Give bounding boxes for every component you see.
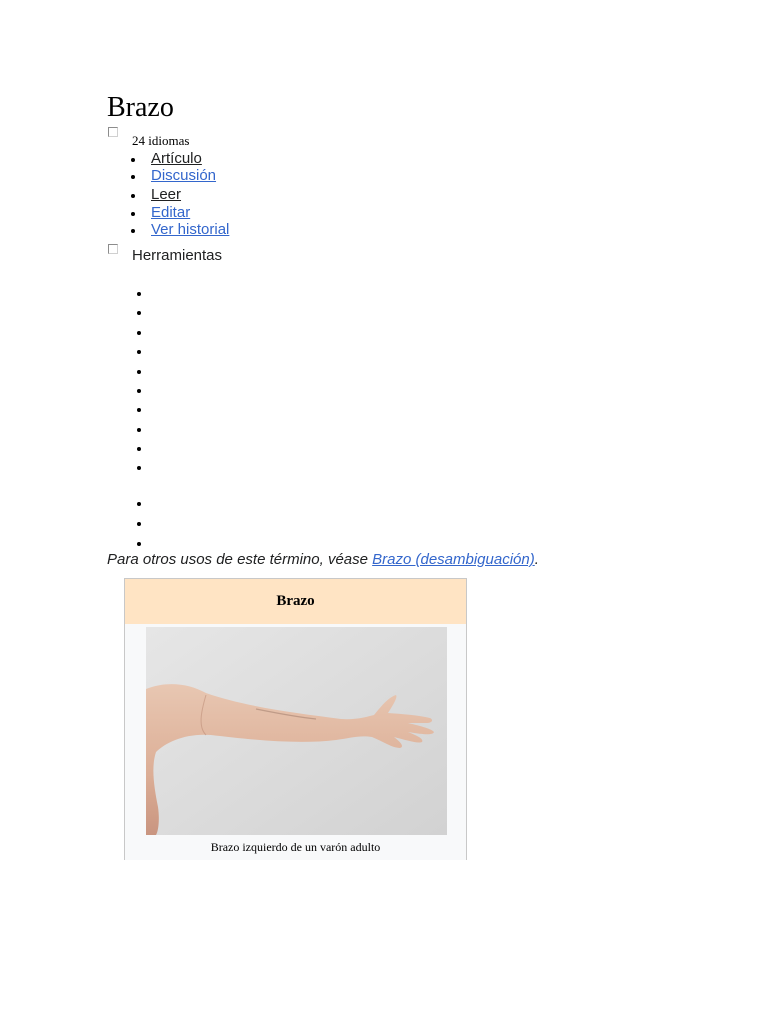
tab-article[interactable]: Artículo [151, 150, 202, 167]
tools-menu-item[interactable] [137, 428, 141, 432]
arm-photo[interactable] [146, 627, 447, 835]
disambiguation-link[interactable]: Brazo (desambiguación) [372, 551, 535, 568]
tools-menu-item[interactable] [137, 292, 141, 296]
tools-menu-item[interactable] [137, 408, 141, 412]
languages-toggle-checkbox[interactable] [108, 127, 118, 137]
tools-menu-item[interactable] [137, 447, 141, 451]
tools-menu-item[interactable] [137, 311, 141, 315]
tools-menu-item[interactable] [137, 350, 141, 354]
tab-edit[interactable]: Editar [151, 204, 191, 221]
tools-toggle-checkbox[interactable] [108, 244, 118, 254]
tools-menu-item[interactable] [137, 370, 141, 374]
tab-discussion[interactable]: Discusión [151, 167, 217, 184]
arm-illustration [146, 627, 447, 835]
hatnote-suffix: . [534, 551, 539, 568]
infobox [124, 578, 467, 860]
tools-label[interactable]: Herramientas [132, 247, 223, 264]
tab-history[interactable]: Ver historial [151, 221, 230, 238]
tab-read[interactable]: Leer [151, 186, 182, 203]
hatnote-text: Para otros usos de este término, véase [107, 551, 373, 568]
languages-label[interactable]: 24 idiomas [132, 133, 190, 148]
infobox-caption: Brazo izquierdo de un varón adulto [210, 840, 381, 854]
tools-menu-item[interactable] [137, 331, 141, 335]
infobox-title: Brazo [125, 579, 466, 624]
tools-menu-item[interactable] [137, 522, 141, 526]
tools-menu-item[interactable] [137, 389, 141, 393]
tools-menu-item[interactable] [137, 542, 141, 546]
tools-menu-item[interactable] [137, 466, 141, 470]
tools-menu-item[interactable] [137, 502, 141, 506]
page-title: Brazo [107, 92, 174, 123]
hatnote [107, 551, 539, 568]
